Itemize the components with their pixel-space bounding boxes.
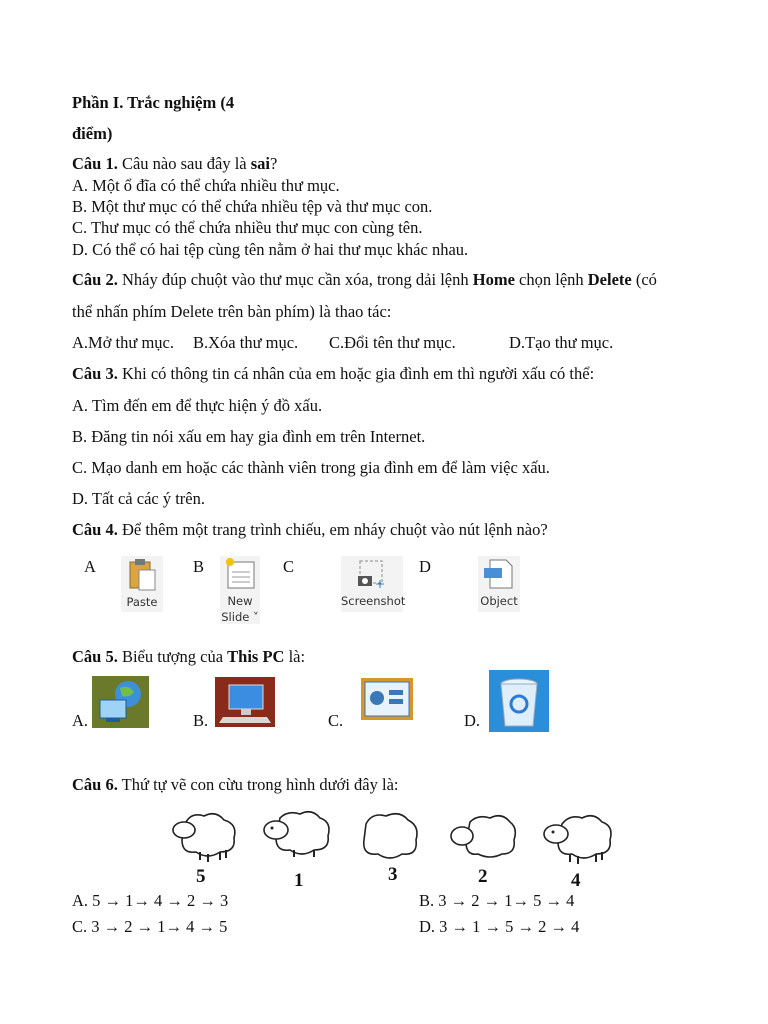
section-title-cont: điểm)	[72, 124, 113, 143]
screenshot-icon	[341, 556, 403, 592]
object-icon	[478, 556, 520, 592]
image-number-1: 1	[294, 870, 304, 891]
q5-letter-d: D.	[464, 711, 481, 730]
q1-option-b: B. Một thư mục có thể chứa nhiều tệp và thư mục con.	[72, 197, 433, 216]
q4-letter-a: A	[84, 557, 96, 576]
question-2: Câu 2. Nháy đúp chuột vào thư mục cần xóa, trong dải lệnh Home chọn lệnh Delete (có	[72, 270, 657, 289]
sheep-step-4-image	[540, 812, 616, 866]
paste-label: Paste	[126, 595, 158, 609]
q2-option-a: A.Mở thư mục.	[72, 333, 174, 352]
q2-option-c: C.Đổi tên thư mục.	[329, 333, 456, 352]
q1-option-c: C. Thư mục có thể chứa nhiều thư mục con cùng tên.	[72, 218, 423, 237]
q5-letter-b: B.	[193, 711, 209, 730]
sheep-step-5-image	[168, 808, 240, 864]
image-number-2: 2	[478, 866, 488, 887]
q6-option-b: B. 3 → 2 → 1→ 5 → 4	[419, 891, 575, 910]
image-number-5: 5	[196, 866, 206, 887]
image-number-4: 4	[571, 870, 581, 891]
svg-text:+: +	[375, 577, 386, 591]
q3-option-d: D. Tất cả các ý trên.	[72, 489, 205, 508]
q6-option-a: A. 5 → 1→ 4 → 2 → 3	[72, 891, 229, 910]
question-2-cont: thể nhấn phím Delete trên bàn phím) là thao tác:	[72, 302, 392, 321]
q4-letter-b: B	[193, 557, 205, 576]
q2-option-b: B.Xóa thư mục.	[193, 333, 299, 352]
recycle-bin-icon	[489, 670, 549, 732]
q6-option-c: C. 3 → 2 → 1→ 4 → 5	[72, 917, 228, 936]
q6-option-d: D. 3 → 1 → 5 → 2 → 4	[419, 917, 580, 936]
q1-option-d: D. Có thể có hai tệp cùng tên nằm ở hai thư mục khác nhau.	[72, 240, 469, 259]
section-title: Phần I. Trắc nghiệm (4	[72, 93, 235, 112]
q4-letter-c: C	[283, 557, 295, 576]
screenshot-label: Screenshot	[341, 594, 406, 608]
object-label: Object	[480, 594, 518, 608]
q5-letter-a: A.	[72, 711, 89, 730]
network-globe-icon	[92, 676, 149, 728]
new-slide-button	[220, 556, 260, 624]
sheep-step-2-image	[448, 812, 518, 862]
screenshot-button	[341, 556, 406, 612]
this-pc-icon	[215, 677, 275, 727]
object-button	[478, 556, 520, 612]
q3-option-b: B. Đăng tin nói xấu em hay gia đình em trên Internet.	[72, 427, 426, 446]
sheep-step-3-image	[354, 810, 422, 864]
q2-option-d: D.Tạo thư mục.	[509, 333, 614, 352]
paste-icon	[121, 556, 163, 592]
sheep-step-1-image	[258, 808, 334, 860]
question-6: Câu 6. Thứ tự vẽ con cừu trong hình dưới đây là:	[72, 775, 399, 794]
question-1: Câu 1. Câu nào sau đây là sai?	[72, 154, 278, 173]
q5-letter-c: C.	[328, 711, 344, 730]
question-4: Câu 4. Để thêm một trang trình chiếu, em nháy chuột vào nút lệnh nào?	[72, 520, 548, 539]
q4-letter-d: D	[419, 557, 431, 576]
paste-button	[121, 556, 163, 612]
q1-option-a: A. Một ổ đĩa có thể chứa nhiều thư mục.	[72, 176, 340, 195]
new-slide-label-2: Slide ˅	[221, 610, 259, 624]
q3-option-a: A. Tìm đến em để thực hiện ý đồ xấu.	[72, 396, 323, 415]
question-5: Câu 5. Biểu tượng của This PC là:	[72, 647, 306, 666]
new-slide-label-1: New	[227, 594, 253, 608]
q3-option-c: C. Mạo danh em hoặc các thành viên trong gia đình em để làm việc xấu.	[72, 458, 550, 477]
control-panel-icon	[361, 678, 413, 720]
question-3: Câu 3. Khi có thông tin cá nhân của em hoặc gia đình em thì người xấu có thể:	[72, 364, 595, 383]
image-number-3: 3	[388, 864, 398, 885]
new-slide-icon	[220, 556, 260, 592]
